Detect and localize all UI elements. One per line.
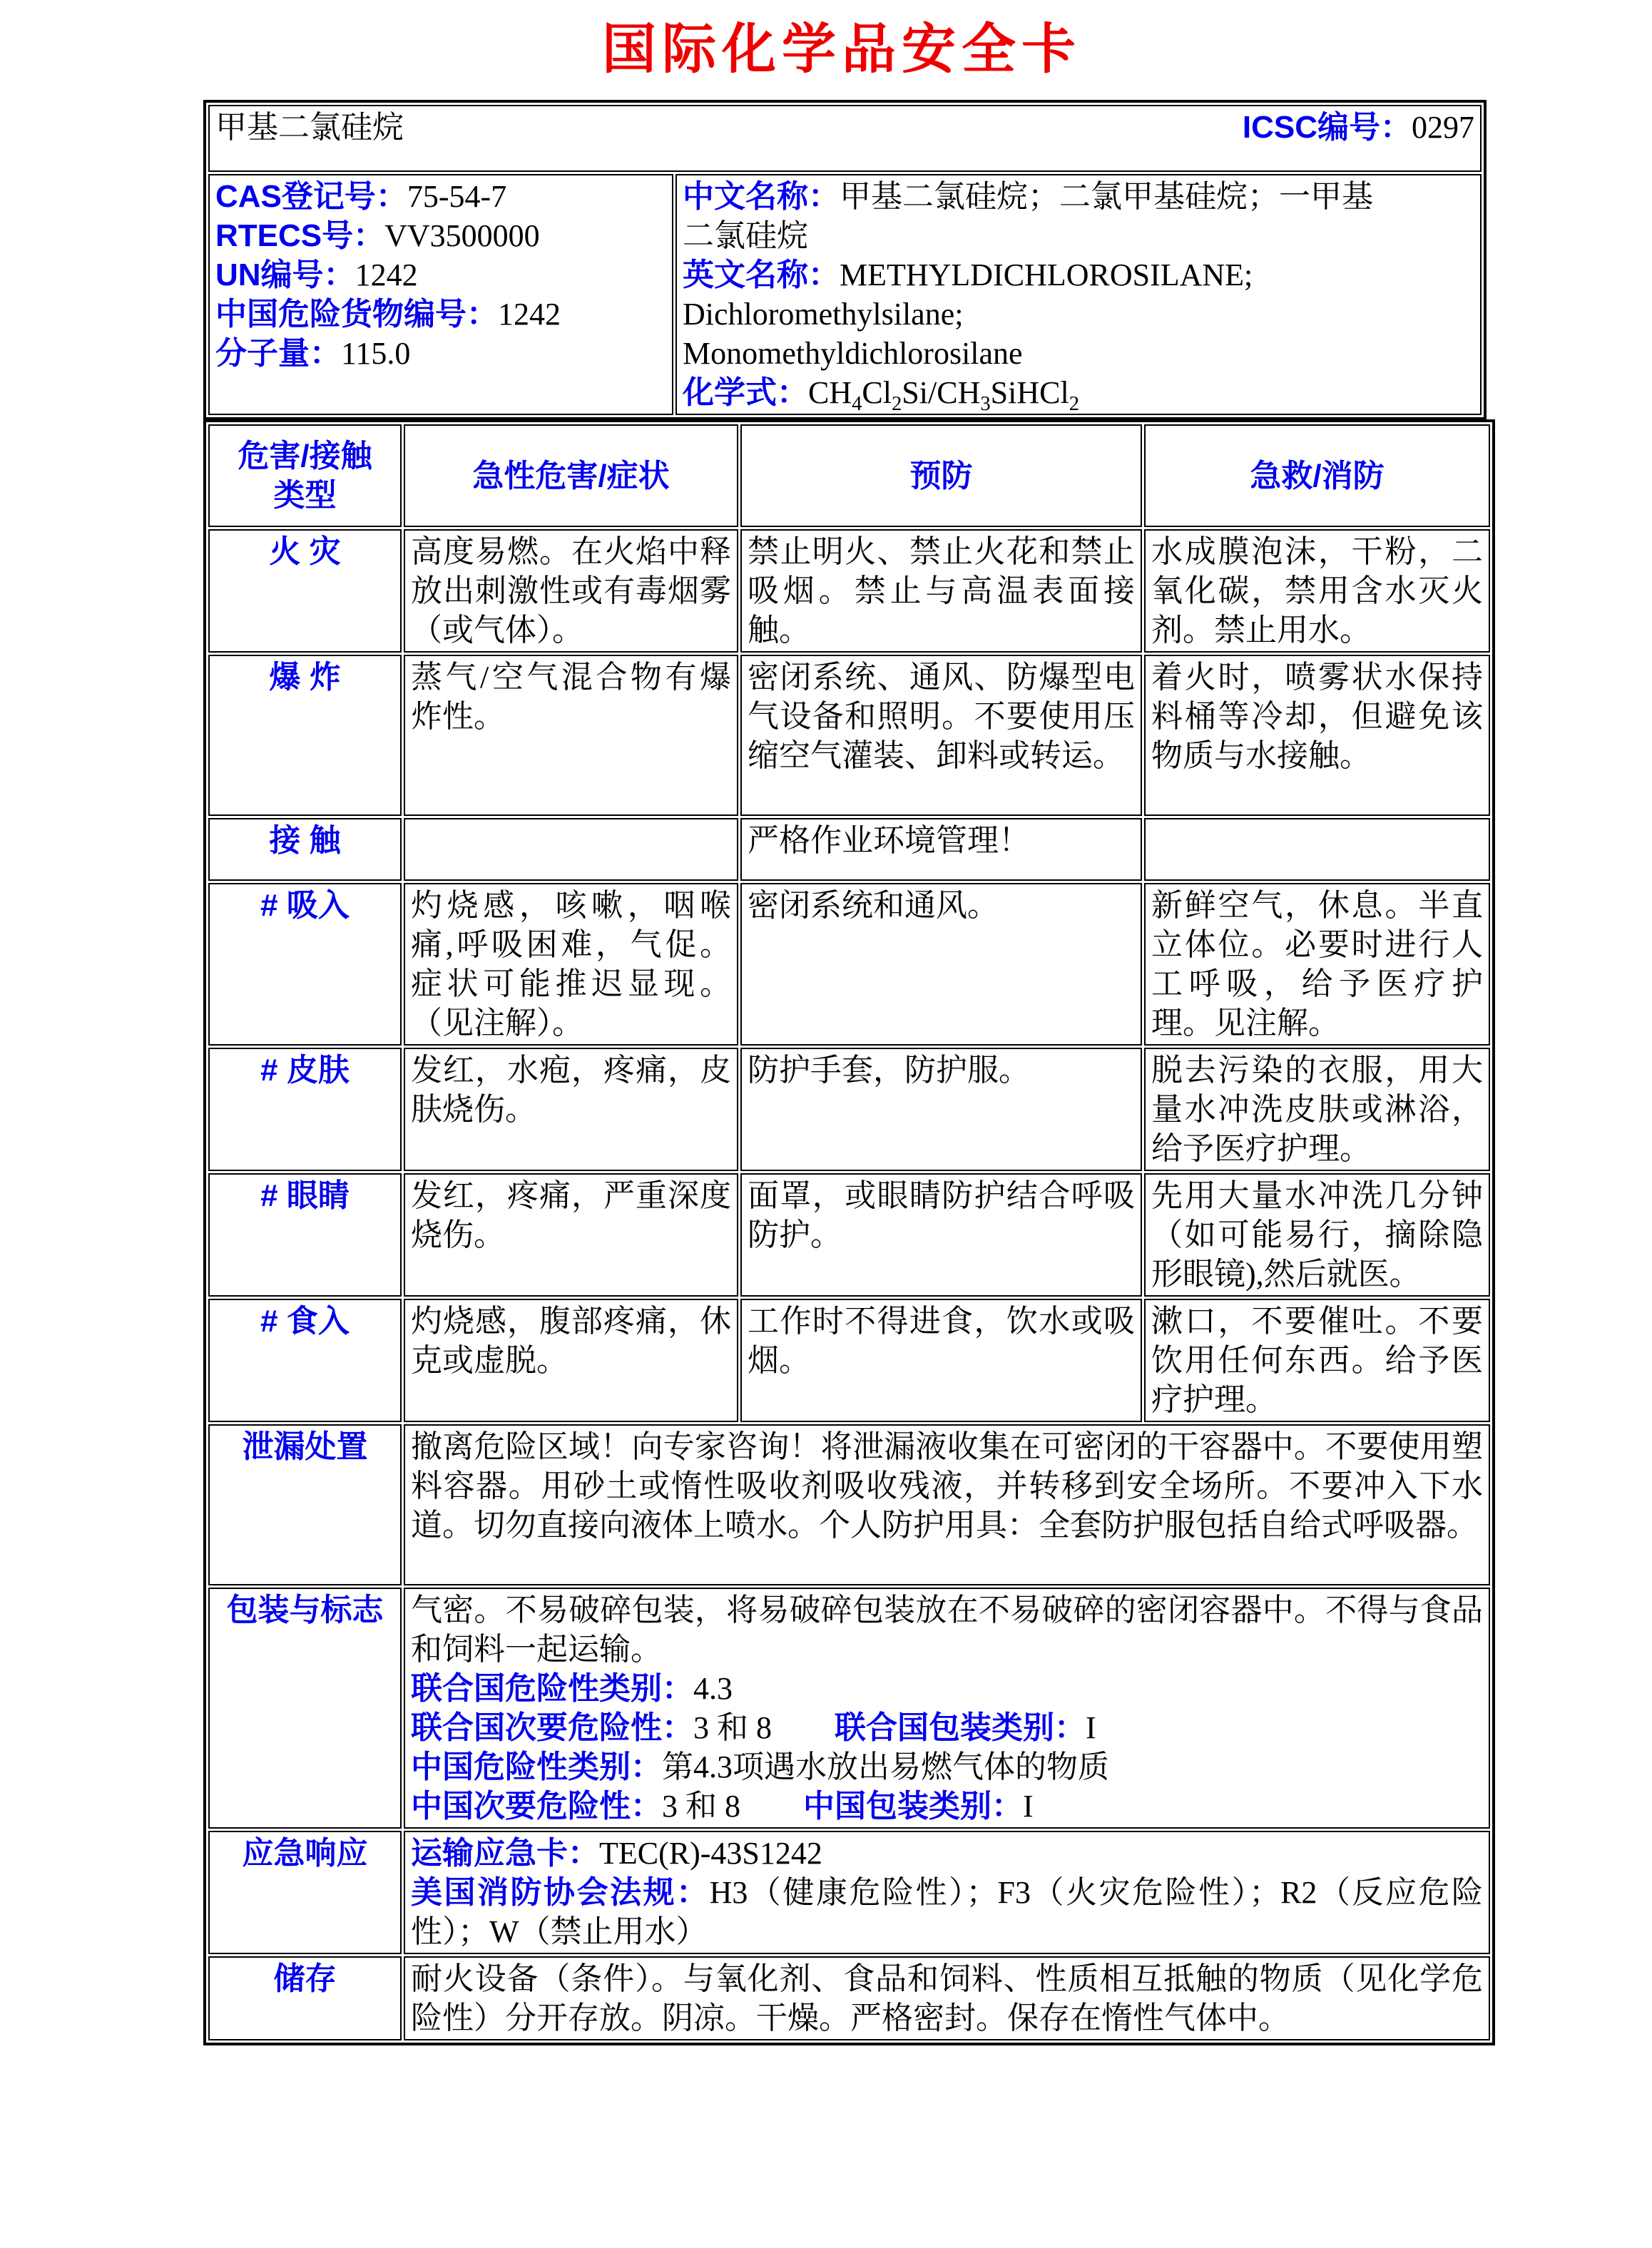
exposure-firstaid-cell — [1144, 818, 1490, 881]
eyes-row — [208, 1173, 1490, 1297]
cas-value: 75-54-7 — [407, 179, 507, 214]
substance-header-cell — [208, 105, 1482, 172]
ingestion-symptoms-cell: 灼烧感，腹部疼痛，休克或虚脱。 — [404, 1299, 738, 1422]
icsc-value: 0297 — [1412, 110, 1474, 145]
column-header-firstaid: 急救/消防 — [1144, 424, 1490, 527]
skin-firstaid-cell: 脱去污染的衣服，用大量水冲洗皮肤或淋浴，给予医疗护理。 — [1144, 1048, 1490, 1171]
inhalation-firstaid-cell: 新鲜空气，休息。半直立体位。必要时进行人工呼吸，给予医疗护理。见注解。 — [1144, 883, 1490, 1046]
column-header-hazard-type: 危害/接触 类型 — [208, 424, 402, 527]
eyes-firstaid-cell: 先用大量水冲洗几分钟（如可能易行，摘除隐形眼镜),然后就医。 — [1144, 1173, 1490, 1297]
fire-row — [208, 529, 1490, 653]
hazard-header-row — [208, 424, 1490, 527]
row-label-packaging-labelling: 包装与标志 — [208, 1588, 402, 1829]
molecular-weight-label: 分子量： — [215, 336, 341, 371]
china-dg-number-line — [215, 295, 666, 334]
emergency-response-row — [208, 1831, 1490, 1954]
icsc-label: ICSC编号： — [1242, 110, 1412, 145]
row-label-inhalation: # 吸入 — [208, 883, 402, 1046]
row-label-exposure: 接 触 — [208, 818, 402, 881]
skin-row — [208, 1048, 1490, 1171]
cas-label: CAS登记号： — [215, 179, 407, 214]
row-label-storage: 储存 — [208, 1956, 402, 2040]
row-label-fire: 火 灾 — [208, 529, 402, 653]
row-label-explosion: 爆 炸 — [208, 655, 402, 816]
identity-info-row — [208, 174, 1482, 415]
explosion-row — [208, 655, 1490, 816]
un-value: 1242 — [355, 257, 418, 292]
skin-prevention-cell: 防护手套，防护服。 — [740, 1048, 1142, 1171]
spill-disposal-cell: 撤离危险区域！向专家咨询！将泄漏液收集在可密闭的干容器中。不要使用塑料容器。用砂土或惰性吸收剂吸收残液，并转移到安全场所。不要冲入下水道。切勿直接向液体上喷水。个人防护用具：全套防护服包括自给式呼吸器。 — [404, 1424, 1490, 1585]
packaging-labelling-row — [208, 1588, 1490, 1829]
ingestion-row — [208, 1299, 1490, 1422]
china-dg-value: 1242 — [498, 297, 561, 332]
identity-table — [203, 100, 1487, 420]
fire-firstaid-cell: 水成膜泡沫，干粉，二氧化碳，禁用含水灭火剂。禁止用水。 — [1144, 529, 1490, 653]
china-dg-label: 中国危险货物编号： — [215, 297, 498, 332]
fire-prevention-cell: 禁止明火、禁止火花和禁止吸烟。禁止与高温表面接触。 — [740, 529, 1142, 653]
un-number-line — [215, 255, 666, 295]
inhalation-row — [208, 883, 1490, 1046]
inhalation-symptoms-cell: 灼烧感，咳嗽，咽喉痛,呼吸困难，气促。症状可能推迟显现。（见注解）。 — [404, 883, 738, 1046]
emergency-response-cell: 运输应急卡：TEC(R)-43S1242 美国消防协会法规：H3（健康危险性）；F3（火灾危险性）；R2（反应危险性）；W（禁止用水） — [404, 1831, 1490, 1954]
inhalation-prevention-cell: 密闭系统和通风。 — [740, 883, 1142, 1046]
icsc-number — [1243, 108, 1474, 147]
ingestion-prevention-cell: 工作时不得进食，饮水或吸烟。 — [740, 1299, 1142, 1422]
eyes-prevention-cell: 面罩，或眼睛防护结合呼吸防护。 — [740, 1173, 1142, 1297]
rtecs-label: RTECS号： — [215, 218, 385, 253]
registry-ids-cell — [208, 174, 673, 415]
un-label: UN编号： — [215, 257, 355, 292]
molecular-weight-line — [215, 334, 666, 373]
substance-header-row — [208, 105, 1482, 172]
substance-name: 甲基二氯硅烷 — [215, 110, 404, 145]
molecular-weight-value: 115.0 — [341, 336, 411, 371]
rtecs-value: VV3500000 — [384, 218, 540, 253]
ingestion-firstaid-cell: 漱口，不要催吐。不要饮用任何东西。给予医疗护理。 — [1144, 1299, 1490, 1422]
exposure-symptoms-cell — [404, 818, 738, 881]
row-label-skin: # 皮肤 — [208, 1048, 402, 1171]
names-formula-cell: 中文名称：甲基二氯硅烷；二氯甲基硅烷；一甲基 二氯硅烷 英文名称：METHYLDICHLOROSILANE; Dichloromethylsilane; Monomethyldichlorosilane 化学式：$CH_4Cl_2Si/CH_3SiHCl_2$ — [675, 174, 1482, 415]
page-title: 国际化学品安全卡 — [602, 19, 1081, 80]
column-header-symptoms: 急性危害/症状 — [404, 424, 738, 527]
skin-symptoms-cell: 发红，水疱，疼痛，皮肤烧伤。 — [404, 1048, 738, 1171]
fire-symptoms-cell: 高度易燃。在火焰中释放出刺激性或有毒烟雾（或气体）。 — [404, 529, 738, 653]
spill-disposal-row — [208, 1424, 1490, 1585]
rtecs-number-line — [215, 216, 666, 255]
cas-number-line — [215, 177, 666, 216]
exposure-prevention-cell: 严格作业环境管理！ — [740, 818, 1142, 881]
row-label-emergency-response: 应急响应 — [208, 1831, 402, 1954]
explosion-prevention-cell: 密闭系统、通风、防爆型电气设备和照明。不要使用压缩空气灌装、卸料或转运。 — [740, 655, 1142, 816]
storage-row — [208, 1956, 1490, 2040]
explosion-firstaid-cell: 着火时，喷雾状水保持料桶等冷却，但避免该物质与水接触。 — [1144, 655, 1490, 816]
explosion-symptoms-cell: 蒸气/空气混合物有爆炸性。 — [404, 655, 738, 816]
storage-cell: 耐火设备（条件）。与氧化剂、食品和饲料、性质相互抵触的物质（见化学危险性）分开存放。阴凉。干燥。严格密封。保存在惰性气体中。 — [404, 1956, 1490, 2040]
exposure-row — [208, 818, 1490, 881]
row-label-eyes: # 眼睛 — [208, 1173, 402, 1297]
row-label-ingestion: # 食入 — [208, 1299, 402, 1422]
packaging-labelling-cell: 气密。不易破碎包装，将易破碎包装放在不易破碎的密闭容器中。不得与食品和饲料一起运输。 联合国危险性类别：4.3 联合国次要危险性：3 和 8 联合国包装类别：I 中国危险性类别：第4.3项遇水放出易燃气体的物质 中国次要危险性：3 和 8 中国包装类别：I — [404, 1588, 1490, 1829]
column-header-prevention: 预防 — [740, 424, 1142, 527]
eyes-symptoms-cell: 发红，疼痛，严重深度烧伤。 — [404, 1173, 738, 1297]
hazard-table — [203, 419, 1495, 2045]
row-label-spill-disposal: 泄漏处置 — [208, 1424, 402, 1585]
